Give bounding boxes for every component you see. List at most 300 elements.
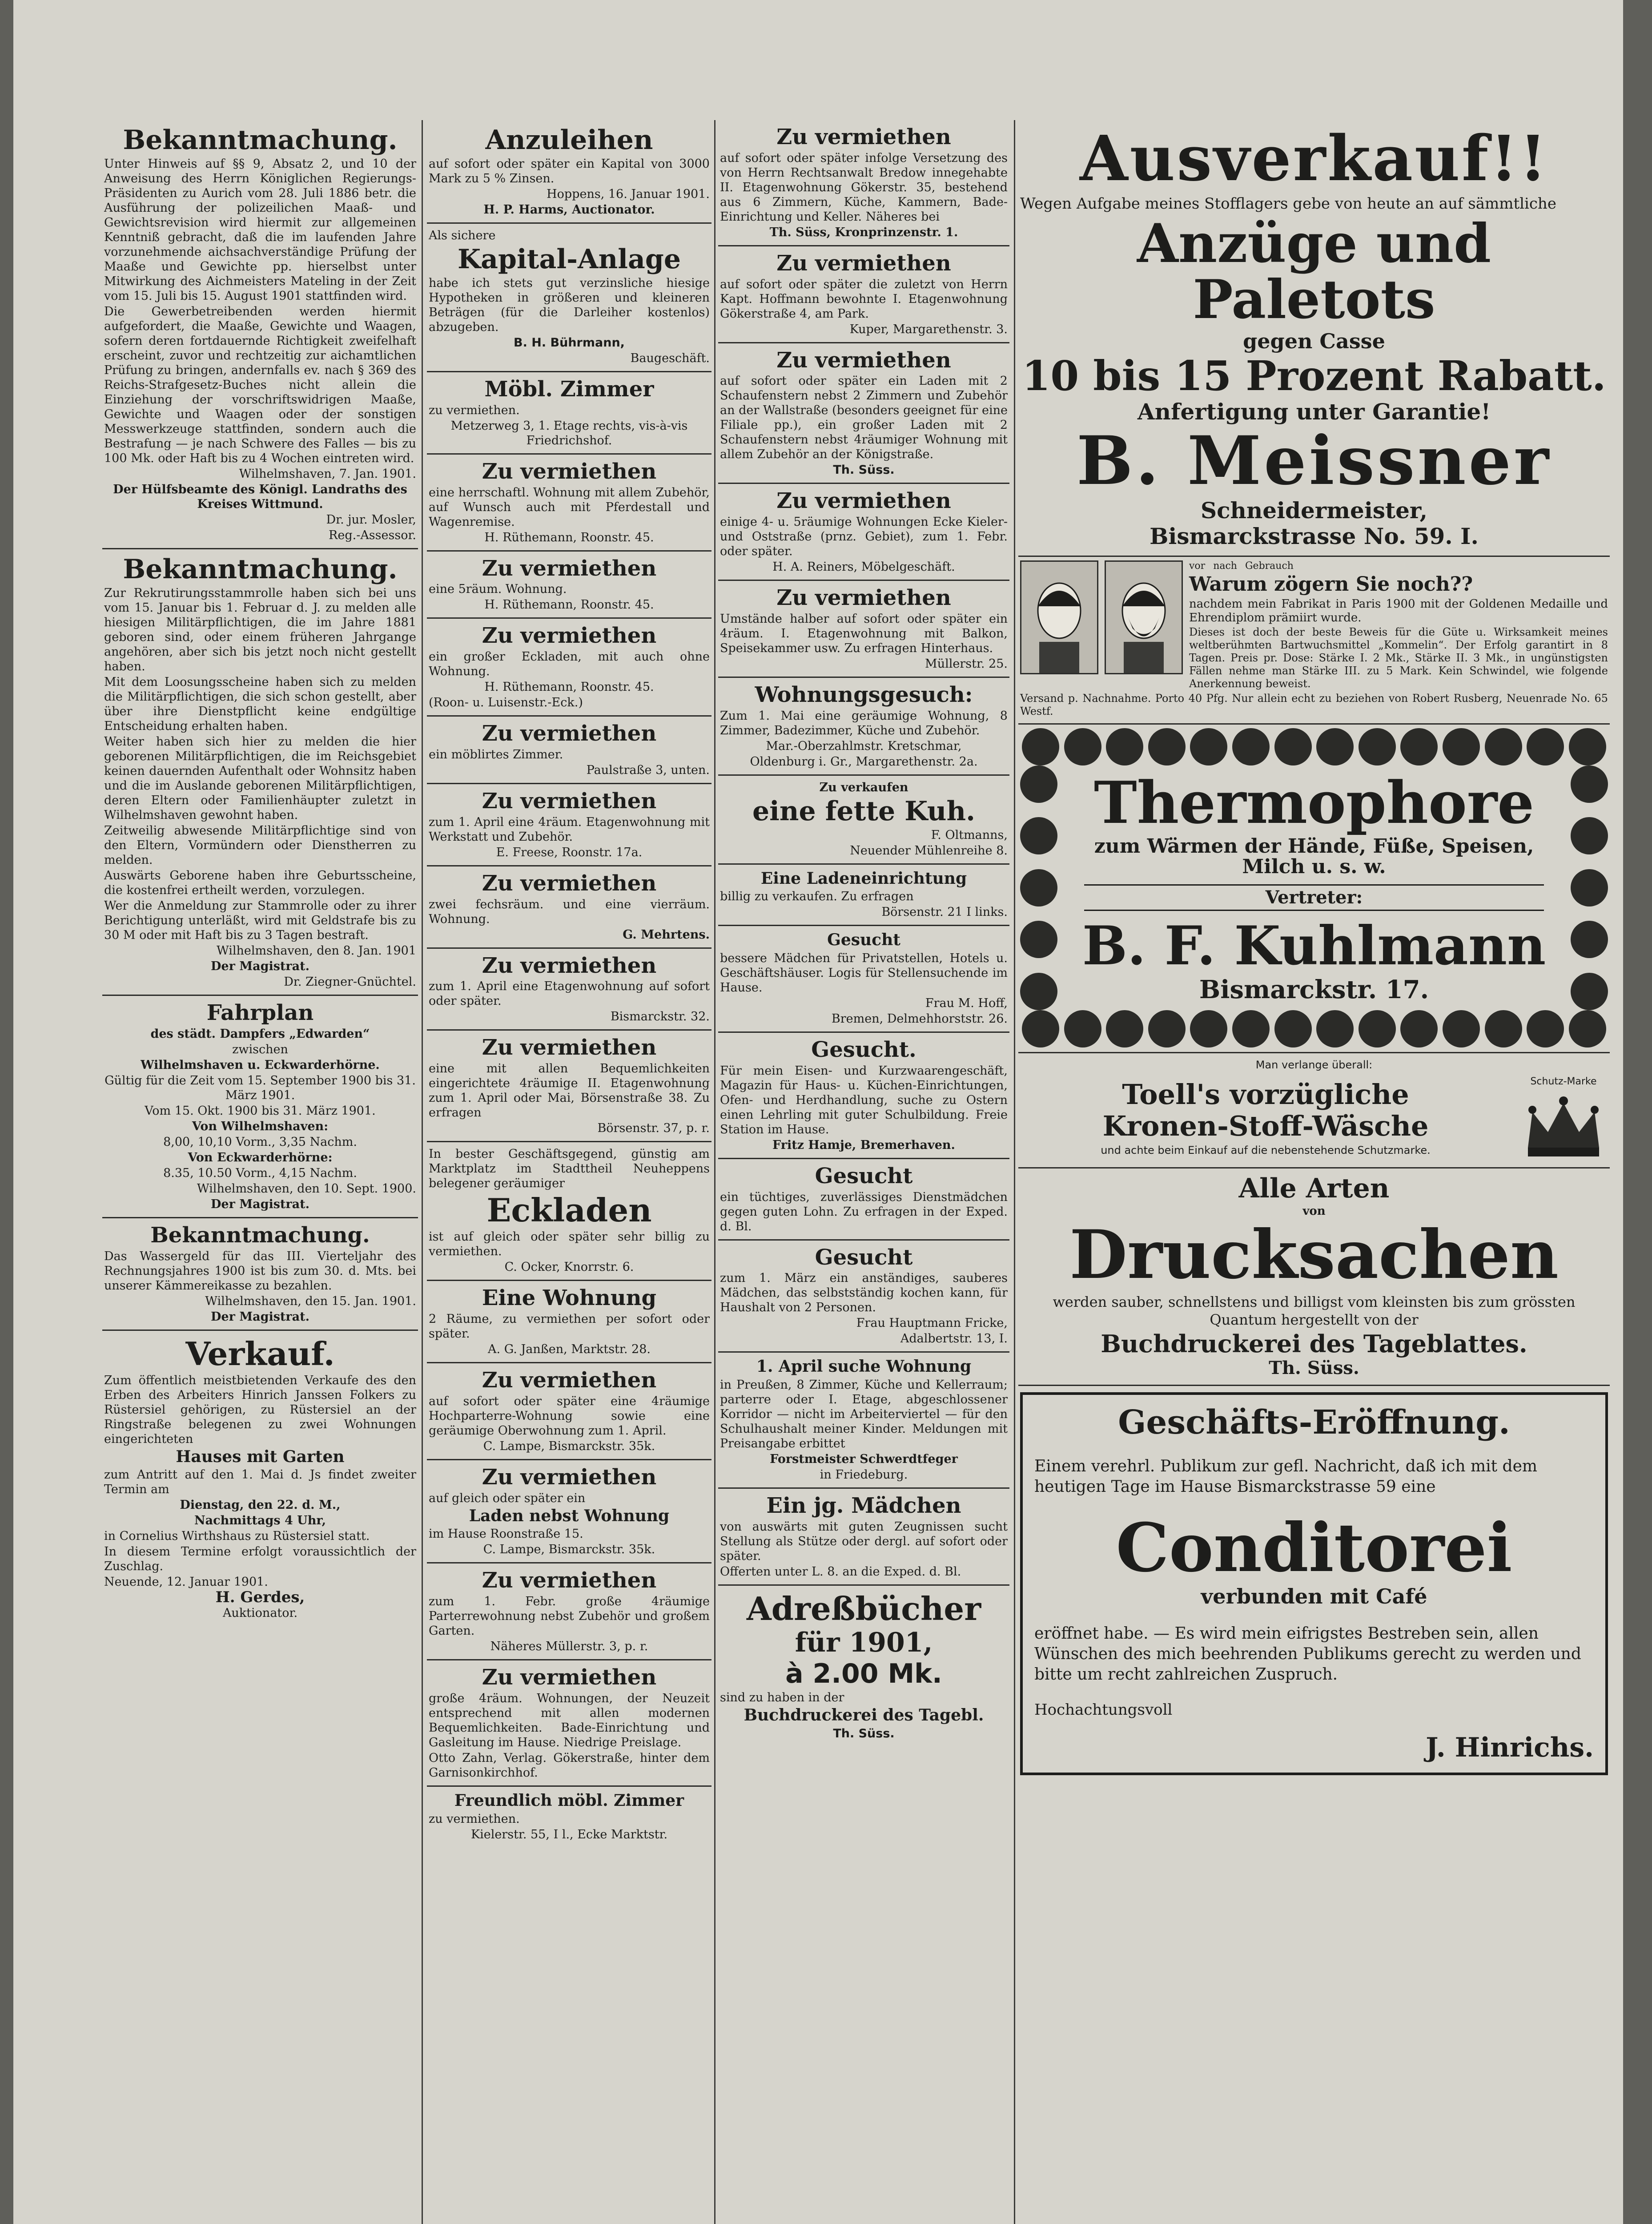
- ad-name: J. Hinrichs.: [1426, 1732, 1594, 1763]
- ad-title: Zu vermiethen: [482, 556, 657, 581]
- ad-rent: [427, 1660, 711, 1787]
- ad-linen: [1018, 1053, 1610, 1168]
- notice-title: Verkauf.: [185, 1334, 335, 1373]
- timetable-times: 8,00, 10,10 Vorm., 3,35 Nachm.: [163, 1135, 357, 1149]
- timetable-period: Vom 15. Okt. 1900 bis 31. März 1901.: [145, 1104, 376, 1118]
- ad-body: in Preußen, 8 Zimmer, Küche und Kellerraum; parterre oder I. Etage, abgeschlossener Korridor — nicht im Arbeiterviertel — für den Schulhaushalt meiner Kinder. Meldungen mit Preisangabe erbittet: [720, 1378, 1008, 1450]
- ad-address: Neuender Mühlenreihe 8.: [850, 843, 1008, 858]
- ad-body: Zum 1. Mai eine geräumige Wohnung, 8 Zimmer, Badezimmer, Küche und Zubehör.: [720, 709, 1008, 737]
- notice-date: Wilhelmshaven, den 8. Jan. 1901: [216, 944, 416, 958]
- thermophore-dot-icon: [1190, 1010, 1227, 1048]
- notice-body: Das Wassergeld für das III. Vierteljahr des Rechnungsjahres 1900 ist bis zum 30. d. Mts. bei unserer Kämmereikasse zu bezahlen.: [104, 1249, 416, 1293]
- ad-note: und achte beim Einkauf auf die nebenstehende Schutzmarke.: [1101, 1144, 1431, 1156]
- ad-name: Kuper, Margarethenstr. 3.: [849, 322, 1008, 336]
- sale-place: in Cornelius Wirthshaus zu Rüstersiel statt.: [104, 1529, 370, 1543]
- ad-body: ein möblirtes Zimmer.: [429, 747, 563, 761]
- ad-name: H. A. Reiners, Möbelgeschäft.: [772, 560, 955, 574]
- ad-body: Wegen Aufgabe meines Stofflagers gebe von heute an auf sämmtliche: [1020, 195, 1556, 213]
- timetable-signature: Der Magistrat.: [211, 1197, 309, 1211]
- ad-rent: [718, 343, 1009, 484]
- thermophore-dot-icon: [1316, 1010, 1354, 1048]
- ad-address: Müllerstr. 25.: [925, 657, 1008, 671]
- notice-role: Auktionator.: [222, 1606, 298, 1620]
- ad-body: zwei fechsräum. und eine vierräum. Wohnung.: [429, 897, 710, 926]
- notice-body: Auswärts Geborene haben ihre Geburtsscheine, die kostenfrei ertheilt werden, vorzulegen.: [104, 869, 416, 897]
- sale-day: Dienstag, den 22. d. M.,: [180, 1498, 341, 1512]
- ad-name: Forstmeister Schwerdtfeger: [770, 1452, 958, 1466]
- thermophore-dot-icon: [1485, 1010, 1522, 1048]
- notice-signature: Der Magistrat.: [211, 1309, 309, 1324]
- ad-title: Adreßbücher: [746, 1589, 981, 1628]
- ad-corner-shop: [427, 1142, 711, 1281]
- notice-measures: [102, 120, 418, 549]
- thermophore-dot-icon: [1571, 766, 1608, 803]
- ad-wanted: [718, 1241, 1009, 1353]
- thermophore-dot-icon: [1020, 817, 1057, 854]
- thermophore-dot-icon: [1359, 728, 1396, 766]
- ad-wanted: [718, 1033, 1009, 1159]
- thermophore-dot-icon: [1020, 869, 1057, 907]
- ferry-timetable: [102, 996, 418, 1218]
- thermophore-dot-icon: [1400, 1010, 1438, 1048]
- thermophore-dot-icon: [1022, 728, 1059, 766]
- ad-title: Wohnungsgesuch:: [755, 682, 973, 707]
- ad-title: Thermophore: [1093, 769, 1535, 837]
- thermophore-dot-icon: [1569, 1010, 1606, 1048]
- ad-rent: [718, 484, 1009, 581]
- sale-object: Hauses mit Garten: [176, 1447, 345, 1466]
- notice-date: Wilhelmshaven, 7. Jan. 1901.: [239, 467, 416, 481]
- ad-address: in Friedeburg.: [820, 1467, 908, 1482]
- notice-signature: Der Hülfsbeamte des Königl. Landraths des Kreises Wittmund.: [113, 483, 407, 511]
- ad-body: eine herrschaftl. Wohnung mit allem Zubehör, auf Wunsch auch mit Pferdestall und Wagenremise.: [429, 485, 710, 529]
- ad-wanted: [718, 926, 1009, 1033]
- notice-signature: Der Magistrat.: [211, 959, 309, 973]
- ad-rent: [427, 1031, 711, 1142]
- dot-border-left: [1020, 766, 1057, 1010]
- column-3: [718, 120, 1009, 2224]
- thermophore-dot-icon: [1443, 728, 1480, 766]
- ad-title: Zu vermiethen: [482, 721, 657, 746]
- ad-body: 2 Räume, zu vermiethen per sofort oder später.: [429, 1312, 710, 1341]
- ad-loan: [427, 120, 711, 224]
- ad-name: Th. Süss.: [833, 463, 895, 477]
- ad-rent: [427, 552, 711, 619]
- ad-name: E. Freese, Roonstr. 17a.: [496, 845, 643, 859]
- ad-pre: Man verlange überall:: [1255, 1058, 1373, 1071]
- ad-body: auf sofort oder später ein Laden mit 2 Schaufenstern nebst 2 Zimmern und Zubehör an der Wallstraße (besonders geeignet für eine Filiale pp.), ein großer Laden mit 2 Schaufenstern nebst 4räumiger Wohnung mit allem Zubehör an der Königstraße.: [720, 374, 1008, 462]
- ad-subtitle: verbunden mit Café: [1201, 1584, 1427, 1609]
- ad-body: ein großer Eckladen, mit auch ohne Wohnung.: [429, 650, 710, 679]
- ad-pre: Als sichere: [429, 229, 496, 242]
- ad-title: Gesucht: [815, 1163, 913, 1189]
- ad-name: A. G. Janßen, Marktstr. 28.: [488, 1342, 651, 1357]
- notice-body: Zum öffentlich meistbietenden Verkaufe des den Erben des Arbeiters Hinrich Janssen Folkers zu Rüstersiel gehörigen, zu Rüstersiel an der Ringstraße belegenen zu zwei Wohnungen eingerichteten: [104, 1373, 416, 1446]
- ad-title: Anzuleihen: [485, 125, 653, 156]
- ad-name: F. Oltmanns,: [931, 828, 1008, 842]
- ad-title: Gesucht: [815, 1245, 913, 1270]
- dot-border-right: [1571, 766, 1608, 1010]
- ad-title: Möbl. Zimmer: [484, 377, 654, 402]
- ad-name: Fritz Hamje, Bremerhaven.: [772, 1138, 955, 1152]
- thermophore-dot-icon: [1527, 728, 1564, 766]
- ad-place: Hoppens, 16. Januar 1901.: [547, 187, 710, 201]
- timetable-between: zwischen: [232, 1042, 288, 1056]
- thermophore-dot-icon: [1148, 728, 1186, 766]
- ad-address: (Roon- u. Luisenstr.-Eck.): [429, 696, 583, 710]
- ad-title: eine fette Kuh.: [752, 795, 976, 827]
- ad-title: Zu vermiethen: [482, 1035, 657, 1060]
- portrait-after-icon: [1105, 560, 1183, 674]
- ad-address: Bismarckstrasse No. 59. I.: [1150, 523, 1479, 550]
- ad-address: Adalbertstr. 13, I.: [900, 1332, 1008, 1346]
- ad-name: H. Rüthemann, Roonstr. 45.: [484, 598, 654, 612]
- notice-body: Mit dem Loosungsscheine haben sich zu melden die Militärpflichtigen, die sich schon gestellt, aber über ihre Dienstpflicht keine endgültige Entscheidung erhalten haben.: [104, 675, 416, 733]
- notice-body: In diesem Termine erfolgt voraussichtlich der Zuschlag.: [104, 1545, 416, 1574]
- ad-room: [427, 372, 711, 455]
- ad-body: bessere Mädchen für Privatstellen, Hotels u. Geschäftshäuser. Logis für Stellensuchende im Hause.: [720, 951, 1008, 995]
- ad-title: Zu vermiethen: [482, 1368, 657, 1393]
- ad-body: nachdem mein Fabrikat in Paris 1900 mit der Goldenen Medaille und Ehrendiplom prämiirt wurde.: [1189, 597, 1608, 625]
- notice-body: Unter Hinweis auf §§ 9, Absatz 2, und 10 der Anweisung des Herrn Königlichen Regierungs-Präsidenten zu Aurich vom 28. Juli 1886 betr. die Ausführung der polizeilichen Maaß- und Gewichtsrevision wird hiermit zur allgemeinen Kenntniß gebracht, daß die im laufenden Jahre vorzunehmende aichsachverständige Prüfung der Maaße und Gewichte pp. hierselbst unter Mitwirkung des Aichmeisters Mateling in der Zeit vom 15. Juli bis 15. August 1901 stattfinden wird.: [104, 157, 416, 303]
- ad-body: werden sauber, schnellstens und billigst vom kleinsten bis zum grössten Quantum hergestellt von der: [1053, 1293, 1576, 1328]
- ad-headline: Conditorei: [1116, 1508, 1512, 1587]
- ad-body: auf gleich oder später ein: [429, 1491, 586, 1505]
- thermophore-dot-icon: [1571, 921, 1608, 958]
- notice-body: Die Gewerbetreibenden werden hiermit aufgefordert, die Maaße, Gewichte und Waagen, sofern deren fortdauernde Richtigkeit zweifelhaft erscheint, zuvor und rechtzeitig zur aichamtlichen Prüfung zu bringen, andernfalls ev. nach § 369 des Reichs-Strafgesetz-Buches nicht allein die Einziehung der vorschriftswidrigen Maaße, Gewichte und Waagen oder der sonstigen Messwerkzeuge stattfinden, sondern auch die Bestrafung — je nach Schwere des Falles — bis zu 100 Mk. oder Haft bis zu 4 Wochen eintreten wird.: [104, 305, 416, 465]
- ad-pre: Zu verkaufen: [819, 780, 908, 794]
- thermophore-dot-icon: [1106, 1010, 1143, 1048]
- thermophore-dot-icon: [1443, 1010, 1480, 1048]
- ad-name: Th. Süss, Kronprinzenstr. 1.: [769, 225, 958, 239]
- notice-sale: [102, 1331, 418, 1626]
- ad-sale-cow: [718, 776, 1009, 865]
- notice-recruits: [102, 549, 418, 996]
- ad-sale-fittings: [718, 865, 1009, 927]
- ad-headline: Anzüge und Paletots: [1137, 212, 1491, 331]
- label-after: nach: [1213, 560, 1237, 572]
- ad-investment: [427, 224, 711, 372]
- notice-title: Bekanntmachung.: [150, 1222, 370, 1248]
- notice-role: Reg.-Assessor.: [329, 528, 416, 542]
- thermophore-dot-icon: [1571, 869, 1608, 907]
- thermophore-dot-icon: [1064, 1010, 1101, 1048]
- ad-title: Zu vermiethen: [482, 788, 657, 814]
- ad-product: Kronen-Stoff-Wäsche: [1102, 1109, 1429, 1142]
- ad-name: Mar.-Oberzahlmstr. Kretschmar,: [766, 739, 962, 753]
- ad-address: Metzerweg 3, 1. Etage rechts, vis-à-vis Friedrichshof.: [450, 419, 688, 447]
- notice-name: Dr. Ziegner-Gnüchtel.: [284, 975, 416, 989]
- notice-title: Bekanntmachung.: [123, 125, 398, 156]
- linen-text: [1020, 1077, 1511, 1159]
- ad-body: auf sofort oder später eine 4räumige Hochparterre-Wohnung sowie eine geräumige Oberwohnung zum 1. April.: [429, 1394, 710, 1438]
- ad-address: Oldenburg i. Gr., Margarethenstr. 2a.: [750, 754, 978, 769]
- crown-trademark-icon: [1519, 1090, 1608, 1161]
- ad-printing: [1018, 1168, 1610, 1386]
- ad-address: Paulstraße 3, unten.: [586, 763, 710, 777]
- ad-body: große 4räum. Wohnungen, der Neuzeit entsprechend mit allen modernen Bequemlichkeiten. Bade-Einrichtung und Gasleitung im Hause. Niedrige Preislage.: [429, 1691, 710, 1749]
- column-rule: [1014, 120, 1015, 2224]
- ad-shop: Buchdruckerei des Tageblattes.: [1101, 1329, 1527, 1358]
- thermophore-dot-icon: [1571, 817, 1608, 854]
- ad-body: zum 1. März ein anständiges, sauberes Mädchen, das selbstständig kochen kann, für Haushalt von 2 Personen.: [720, 1271, 1008, 1315]
- notice-body: Zur Rekrutirungsstammrolle haben sich bei uns vom 15. Januar bis 1. Februar d. J. zu melden alle hiesigen Militärpflichtigen, die im Jahre 1881 geboren sind, oder einem früheren Jahrgange angehören, aber sich bis jetzt noch nicht gestellt haben.: [104, 586, 416, 673]
- thermophore-dot-icon: [1020, 921, 1057, 958]
- ad-address: Näheres Müllerstr. 3, p. r.: [490, 1640, 648, 1654]
- ad-name: B. H. Bührmann,: [514, 336, 625, 350]
- ad-address: Bismarckstr. 32.: [610, 1010, 710, 1024]
- ad-title: Zu vermiethen: [776, 125, 951, 149]
- ad-job-seeker: [718, 1489, 1009, 1586]
- ad-shop: Buchdruckerei des Tagebl.: [744, 1705, 984, 1724]
- timetable-valid: Gültig für die Zeit vom 15. September 1900 bis 31. März 1901.: [105, 1073, 416, 1102]
- ad-body: Offerten unter L. 8. an die Exped. d. Bl.: [720, 1564, 961, 1579]
- thermophore-dot-icon: [1232, 728, 1270, 766]
- timetable-from: Von Eckwarderhörne:: [188, 1150, 333, 1164]
- ad-clearance-sale: [1018, 120, 1610, 557]
- thermophore-dot-icon: [1274, 728, 1312, 766]
- ad-body: zum 1. April eine 4räum. Etagenwohnung mit Werkstatt und Zubehör.: [429, 815, 710, 844]
- ad-name: C. Lampe, Bismarckstr. 35k.: [483, 1439, 655, 1453]
- dot-border-bottom: [1020, 1010, 1608, 1048]
- thermophore-dot-icon: [1569, 728, 1606, 766]
- ad-title: Zu vermiethen: [482, 1665, 657, 1690]
- ad-body: ein tüchtiges, zuverlässiges Dienstmädchen gegen guten Lohn. Zu erfragen in der Exped. d. Bl.: [720, 1190, 1008, 1233]
- ad-title: Freundlich möbl. Zimmer: [454, 1791, 684, 1810]
- notice-body: zum Antritt auf den 1. Mai d. Js findet zweiter Termin am: [104, 1468, 416, 1497]
- ad-brand: Toell's vorzügliche: [1122, 1078, 1409, 1111]
- label-before: vor: [1189, 560, 1206, 572]
- thermophore-dot-icon: [1064, 728, 1101, 766]
- ad-name: H. Rüthemann, Roonstr. 45.: [484, 530, 654, 544]
- ad-name: C. Lampe, Bismarckstr. 35k.: [483, 1543, 655, 1557]
- ad-title: Drucksachen: [1069, 1216, 1559, 1294]
- thermophore-dot-icon: [1148, 1010, 1186, 1048]
- ad-body: auf sofort oder später die zuletzt von Herrn Kapt. Hoffmann bewohnte I. Etagenwohnung Gökerstraße 4, am Park.: [720, 277, 1008, 321]
- thermophore-dot-icon: [1274, 1010, 1312, 1048]
- ad-body: auf sofort oder später infolge Versetzung des von Herrn Rechtsanwalt Bredow innegehabte II. Etagenwohnung Gökerstr. 35, bestehend aus 6 Zimmern, Küche, Kammern, Bade-Einrichtung und Keller. Näheres bei: [720, 151, 1008, 224]
- timetable-from: Von Wilhelmshaven:: [192, 1119, 329, 1133]
- thermophore-dot-icon: [1020, 766, 1057, 803]
- notice-title: Bekanntmachung.: [123, 554, 398, 585]
- ad-title: Zu vermiethen: [776, 585, 951, 611]
- ad-highlight: Laden nebst Wohnung: [469, 1506, 670, 1525]
- ad-body: Umstände halber auf sofort oder später ein 4räum. I. Etagenwohnung mit Balkon, Speisekammer usw. Zu erfragen Hinterhaus.: [720, 612, 1008, 655]
- ad-body: Dieses ist doch der beste Beweis für die Güte u. Wirksamkeit meines weltberühmten Bartwuchsmittel „Kommelin“. Der Erfolg garantirt in 8 Tagen. Preis pr. Dose: Stärke I. 2 Mk., Stärke II. 3 Mk., in ungünstigsten Fällen nehme man Stärke III. zu 5 Mark. Kein Schwindel, wie folgende Anerkennung beweist.: [1189, 626, 1608, 690]
- notice-name: Dr. jur. Mosler,: [326, 513, 416, 527]
- notice-body: Weiter haben sich hier zu melden die hier geborenen Militärpflichtigen, die im Reichsgebiet keinen dauernden Aufenthalt oder Wohnsitz haben und die im Auslande geborenen Militärpflichtigen, deren Eltern oder Familienhäupter zuletzt in Wilhelmshaven gewohnt haben.: [104, 735, 416, 822]
- ad-body: eröffnet habe. — Es wird mein eifrigstes Bestreben sein, allen Wünschen des mich beehrenden Publikums gerecht zu werden und bitte um recht zahlreichen Zuspruch.: [1034, 1624, 1581, 1684]
- ad-name: G. Mehrtens.: [623, 927, 710, 942]
- ad-name: C. Ocker, Knorrstr. 6.: [504, 1260, 634, 1274]
- ad-rent: [427, 455, 711, 552]
- ad-title: Zu vermiethen: [482, 870, 657, 896]
- timetable-title: Fahrplan: [206, 1000, 314, 1025]
- ad-rent: [427, 784, 711, 866]
- ad-name: Th. Süss.: [1269, 1358, 1359, 1379]
- ad-title: Ausverkauf!!: [1079, 122, 1549, 195]
- ad-body: zu vermiethen.: [429, 403, 520, 417]
- ad-address: Börsenstr. 37, p. r.: [597, 1121, 710, 1136]
- ad-body: Für mein Eisen- und Kurzwaarengeschäft, Magazin für Haus- u. Küchen-Einrichtungen, Ofen- und Herdhandlung, suche zu Ostern einen Lehrling mit guter Schulbildung. Freie Station im Hause.: [720, 1064, 1008, 1136]
- ad-guarantee: Anfertigung unter Garantie!: [1137, 398, 1491, 425]
- ad-body: von auswärts mit guten Zeugnissen sucht Stellung als Stütze oder dergl. auf sofort oder später.: [720, 1519, 1008, 1563]
- ad-labels: [1189, 560, 1608, 572]
- ad-body: eine mit allen Bequemlichkeiten eingerichtete 4räumige II. Etagenwohnung zum 1. April oder Mai, Börsenstraße 38. Zu erfragen: [429, 1062, 710, 1120]
- thermophore-dot-icon: [1400, 728, 1438, 766]
- ad-body: auf sofort oder später ein Kapital von 3000 Mark zu 5 % Zinsen.: [429, 157, 710, 185]
- ad-body: habe ich stets gut verzinsliche hiesige Hypotheken in größeren und kleineren Beträgen (für die Darleiher kostenlos) abzugeben.: [429, 276, 710, 334]
- ad-greeting: Hochachtungsvoll: [1034, 1700, 1173, 1719]
- thermophore-content: [1057, 766, 1571, 1010]
- ad-body: zum 1. Febr. große 4räumige Parterrewohnung nebst Zubehör und großem Garten.: [429, 1595, 710, 1638]
- linen-row: [1020, 1073, 1608, 1163]
- ad-title: Zu vermiethen: [482, 953, 657, 978]
- ad-address-books: [718, 1586, 1009, 1746]
- ad-rebate: 10 bis 15 Prozent Rabatt.: [1022, 352, 1606, 400]
- ad-price: à 2.00 Mk.: [785, 1658, 942, 1689]
- timetable-date: Wilhelmshaven, den 10. Sept. 1900.: [197, 1181, 416, 1196]
- portrait-before-icon: [1020, 560, 1098, 674]
- timetable-times: 8.35, 10.50 Vorm., 4,15 Nachm.: [163, 1166, 357, 1180]
- ad-title: Gesucht.: [811, 1037, 916, 1062]
- ad-name: H. P. Harms, Auctionator.: [483, 203, 655, 217]
- ad-body: zum Wärmen der Hände, Füße, Speisen, Milch u. s. w.: [1094, 834, 1534, 878]
- ad-title: Ein jg. Mädchen: [766, 1493, 961, 1518]
- thermophore-dot-icon: [1571, 973, 1608, 1010]
- ad-year: für 1901,: [795, 1627, 933, 1658]
- ad-von: von: [1302, 1204, 1326, 1218]
- ad-title: Zu vermiethen: [482, 1568, 657, 1593]
- ad-title: Zu vermiethen: [776, 250, 951, 276]
- column-1: [102, 120, 418, 2224]
- thermophore-dot-icon: [1485, 728, 1522, 766]
- trademark-label: Schutz-Marke: [1530, 1076, 1597, 1087]
- ad-pre: In bester Geschäftsgegend, günstig am Marktplatz im Stadttheil Neuheppens belegener geräumiger: [429, 1147, 710, 1191]
- ad-title: Eine Wohnung: [482, 1285, 657, 1311]
- notice-water: [102, 1218, 418, 1331]
- ad-body: Einem verehrl. Publikum zur gefl. Nachricht, daß ich mit dem heutigen Tage im Hause Bismarckstrasse 59 eine: [1034, 1457, 1538, 1496]
- ad-rent: [427, 1281, 711, 1363]
- ad-body: zum 1. April eine Etagenwohnung auf sofort oder später.: [429, 979, 710, 1008]
- ad-title: Zu vermiethen: [482, 459, 657, 484]
- thermophore-dot-icon: [1106, 728, 1143, 766]
- ad-body: billig zu verkaufen. Zu erfragen: [720, 890, 914, 904]
- ad-room: [427, 1787, 711, 1847]
- ad-question: Warum zögern Sie noch??: [1189, 572, 1473, 596]
- notice-body: Zeitweilig abwesende Militärpflichtige sind von den Eltern, Vormündern oder Dienstherren zu melden.: [104, 824, 416, 867]
- thermophore-dot-icon: [1316, 728, 1354, 766]
- ad-wanted: [718, 1159, 1009, 1241]
- thermophore-dot-icon: [1020, 973, 1057, 1010]
- newspaper-page: [13, 0, 1623, 2224]
- ad-cash: gegen Casse: [1243, 329, 1385, 353]
- ad-role: Baugeschäft.: [630, 351, 710, 365]
- ad-rent: [427, 1460, 711, 1563]
- ad-footer: Versand p. Nachnahme. Porto 40 Pfg. Nur allein echt zu beziehen von Robert Rusberg, Neuenrade No. 65 Westf.: [1020, 692, 1608, 718]
- ad-address: Börsenstr. 21 I links.: [881, 905, 1008, 919]
- ad-pre: Alle Arten: [1238, 1172, 1390, 1204]
- timetable-subtitle: des städt. Dampfers „Edwarden“: [150, 1027, 370, 1041]
- ad-rent: [427, 866, 711, 949]
- thermophore-dot-icon: [1022, 1010, 1059, 1048]
- ad-representative: Vertreter:: [1084, 884, 1544, 911]
- ad-wanted-flat: [718, 1353, 1009, 1489]
- ad-name: Frau M. Hoff,: [925, 996, 1008, 1010]
- ad-body: sind zu haben in der: [720, 1690, 844, 1704]
- ad-role: Schneidermeister,: [1200, 497, 1428, 524]
- thermophore-body: [1020, 766, 1608, 1010]
- portrait-after-drawing: [1106, 562, 1182, 673]
- ad-address: Kielerstr. 55, I l., Ecke Marktstr.: [470, 1827, 668, 1841]
- notice-name: H. Gerdes,: [215, 1588, 305, 1607]
- ad-name: Otto Zahn, Verlag. Gökerstraße, hinter dem Garnisonkirchhof.: [429, 1751, 710, 1780]
- ad-text: [1189, 560, 1608, 691]
- notice-body: Wer die Anmeldung zur Stammrolle oder zu ihrer Berichtigung unterläßt, wird mit Geldstrafe bis zu 30 M oder mit Haft bis zu 3 Tagen bestraft.: [104, 899, 416, 942]
- dot-border-top: [1020, 728, 1608, 766]
- ad-title: Gesucht: [827, 931, 900, 950]
- ad-company: B. F. Kuhlmann: [1082, 914, 1546, 977]
- sale-time: Nachmittags 4 Uhr,: [194, 1514, 326, 1528]
- ad-rent: [427, 1563, 711, 1660]
- ad-title: Geschäfts-Eröffnung.: [1118, 1403, 1510, 1442]
- ad-wanted-flat: [718, 678, 1009, 776]
- ad-thermophore: [1018, 725, 1610, 1053]
- ad-hair-tonic: [1018, 557, 1610, 725]
- notice-date: Wilhelmshaven, den 15. Jan. 1901.: [205, 1294, 416, 1308]
- ad-rent: [718, 120, 1009, 246]
- ad-address: Bremen, Delmehhorststr. 26.: [831, 1011, 1008, 1026]
- column-rule: [422, 120, 423, 2224]
- ad-body: ist auf gleich oder später sehr billig zu vermiethen.: [429, 1230, 710, 1259]
- timetable-route: Wilhelmshaven u. Eckwarderhörne.: [141, 1058, 380, 1072]
- ad-body: im Hause Roonstraße 15.: [429, 1527, 583, 1541]
- ad-rent: [427, 717, 711, 784]
- ad-title: Zu vermiethen: [776, 488, 951, 514]
- label-use: Gebrauch: [1245, 560, 1294, 572]
- ad-title: Zu vermiethen: [482, 623, 657, 649]
- ad-title: Eine Ladeneinrichtung: [760, 869, 967, 888]
- thermophore-dot-icon: [1232, 1010, 1270, 1048]
- thermophore-dot-icon: [1359, 1010, 1396, 1048]
- ad-title: Zu vermiethen: [482, 1464, 657, 1490]
- ad-company: B. Meissner: [1076, 422, 1552, 500]
- ad-rent: [718, 246, 1009, 343]
- ad-rent: [427, 949, 711, 1031]
- ad-body: zu vermiethen.: [429, 1812, 520, 1826]
- ad-row: [1020, 560, 1608, 691]
- portrait-before-drawing: [1021, 562, 1097, 673]
- notice-date: Neuende, 12. Januar 1901.: [104, 1575, 268, 1589]
- ad-name: Th. Süss.: [833, 1726, 895, 1741]
- ad-body: einige 4- u. 5räumige Wohnungen Ecke Kieler- und Oststraße (prnz. Gebiet), zum 1. Febr. oder später.: [720, 515, 1008, 559]
- column-4: [1018, 120, 1610, 2224]
- ad-title: Eckladen: [486, 1191, 652, 1229]
- thermophore-dot-icon: [1190, 728, 1227, 766]
- ad-rent: [427, 1363, 711, 1460]
- thermophore-dot-icon: [1527, 1010, 1564, 1048]
- column-rule: [714, 120, 715, 2224]
- ad-body: eine 5räum. Wohnung.: [429, 582, 567, 596]
- ad-title: Kapital-Anlage: [457, 244, 681, 275]
- trademark: [1519, 1073, 1608, 1163]
- ad-rent: [718, 581, 1009, 678]
- ad-rent: [427, 619, 711, 717]
- ad-name: Frau Hauptmann Fricke,: [856, 1316, 1008, 1330]
- ad-title: Zu vermiethen: [776, 347, 951, 373]
- ad-name: H. Rüthemann, Roonstr. 45.: [484, 680, 654, 694]
- ad-title: 1. April suche Wohnung: [756, 1357, 972, 1376]
